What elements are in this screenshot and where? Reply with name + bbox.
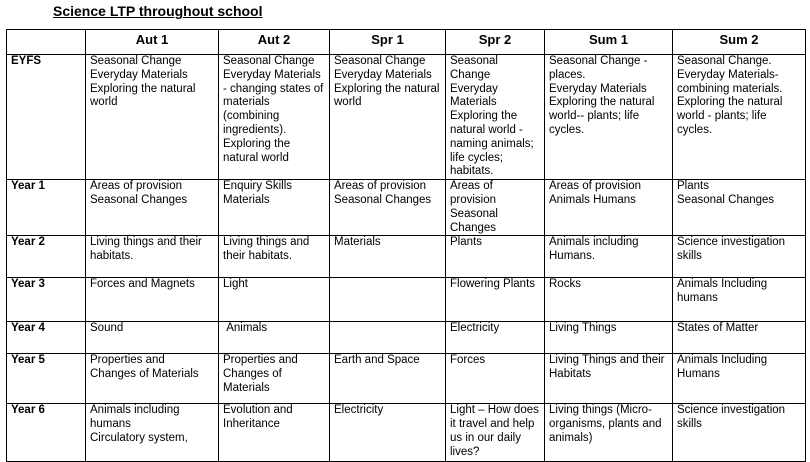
table-cell: Living Things: [545, 322, 673, 354]
table-cell: Plants Seasonal Changes: [673, 180, 806, 236]
table-cell: Animals: [219, 322, 330, 354]
row-label: Year 5: [7, 354, 86, 404]
column-header-blank: [7, 30, 86, 55]
table-row: [7, 278, 806, 322]
table-cell: Flowering Plants: [446, 278, 545, 322]
table-row: [7, 322, 806, 354]
table-row: [7, 236, 806, 278]
row-label: Year 4: [7, 322, 86, 354]
table-row: [7, 354, 806, 404]
row-label: EYFS: [7, 55, 86, 180]
table-cell: Electricity: [330, 404, 446, 462]
table-cell: Seasonal Change - places. Everyday Materials Exploring the natural world-- plants; life cycles.: [545, 55, 673, 180]
table-cell: Areas of provision Seasonal Changes: [330, 180, 446, 236]
table-cell: Science investigation skills: [673, 404, 806, 462]
table-cell: Seasonal Change Everyday Materials Exploring the natural world: [86, 55, 219, 180]
row-label: Year 2: [7, 236, 86, 278]
table-cell: Earth and Space: [330, 354, 446, 404]
table-cell: Seasonal Change Everyday Materials - changing states of materials (combining ingredients). Exploring the natural world: [219, 55, 330, 180]
row-label: Year 1: [7, 180, 86, 236]
row-label: Year 6: [7, 404, 86, 462]
table-cell: Science investigation skills: [673, 236, 806, 278]
table-cell: Seasonal Change Everyday Materials Exploring the natural world -naming animals; life cycles; habitats.: [446, 55, 545, 180]
table-row: [7, 55, 806, 180]
table-cell: Enquiry Skills Materials: [219, 180, 330, 236]
table-cell: Evolution and Inheritance: [219, 404, 330, 462]
row-label: Year 3: [7, 278, 86, 322]
page-title: Science LTP throughout school: [53, 3, 263, 19]
column-header-spr2: Spr 2: [446, 30, 545, 55]
table-cell: Living things and their habitats.: [219, 236, 330, 278]
table-row: [7, 404, 806, 462]
table-cell: Light – How does it travel and help us in our daily lives?: [446, 404, 545, 462]
table-cell: Materials: [330, 236, 446, 278]
table-cell: Animals including Humans.: [545, 236, 673, 278]
column-header-spr1: Spr 1: [330, 30, 446, 55]
table-cell: Properties and Changes of Materials: [219, 354, 330, 404]
column-header-sum2: Sum 2: [673, 30, 806, 55]
table-cell: Living things (Micro-organisms, plants and animals): [545, 404, 673, 462]
table-cell: States of Matter: [673, 322, 806, 354]
table-cell: Forces: [446, 354, 545, 404]
table-cell: Animals Including humans: [673, 278, 806, 322]
table-cell: Living Things and their Habitats: [545, 354, 673, 404]
table-cell: Light: [219, 278, 330, 322]
table-cell: Areas of provision Animals Humans: [545, 180, 673, 236]
science-ltp-table: [6, 29, 806, 462]
table-cell: Forces and Magnets: [86, 278, 219, 322]
table-cell: Properties and Changes of Materials: [86, 354, 219, 404]
table-cell: Sound: [86, 322, 219, 354]
table-cell: Living things and their habitats.: [86, 236, 219, 278]
table-cell: Areas of provision Seasonal Changes: [86, 180, 219, 236]
table-cell: Seasonal Change Everyday Materials Exploring the natural world: [330, 55, 446, 180]
table-cell: Areas of provision Seasonal Changes: [446, 180, 545, 236]
table-row: [7, 180, 806, 236]
table-cell: Electricity: [446, 322, 545, 354]
table-cell: Rocks: [545, 278, 673, 322]
table-cell: [330, 278, 446, 322]
table-cell: Animals including humans Circulatory system,: [86, 404, 219, 462]
column-header-aut1: Aut 1: [86, 30, 219, 55]
column-header-aut2: Aut 2: [219, 30, 330, 55]
table-cell: Animals Including Humans: [673, 354, 806, 404]
header-row: [7, 30, 806, 55]
table-cell: Seasonal Change. Everyday Materials-combining materials. Exploring the natural world - plants; life cycles.: [673, 55, 806, 180]
column-header-sum1: Sum 1: [545, 30, 673, 55]
table-cell: [330, 322, 446, 354]
table-cell: Plants: [446, 236, 545, 278]
